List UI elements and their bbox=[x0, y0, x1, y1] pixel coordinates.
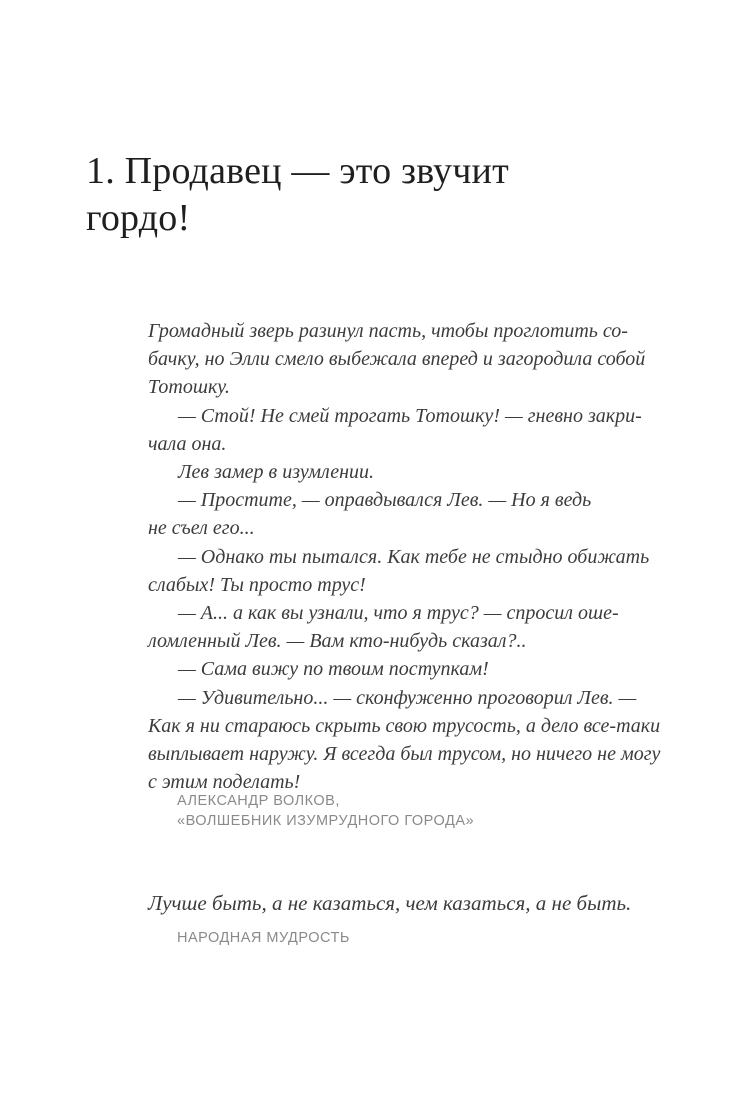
chapter-title-line: 1. Продавец — это звучит bbox=[86, 150, 509, 192]
epigraph-line: Лев замер в изумлении. bbox=[178, 461, 375, 484]
epigraph-line: Как я ни стараюсь скрыть свою трусость, а дело все-таки bbox=[148, 714, 661, 737]
epigraph-line: с этим поделать! bbox=[148, 771, 301, 794]
epigraph-line: ломленный Лев. — Вам кто-нибудь сказал?.. bbox=[148, 630, 527, 653]
epigraph-line: — Удивительно... — сконфуженно проговорил Лев. — bbox=[178, 686, 637, 709]
epigraph-line: чала она. bbox=[148, 432, 227, 455]
epigraph-attribution-source: «ВОЛШЕБНИК ИЗУМРУДНОГО ГОРОДА» bbox=[177, 812, 475, 829]
epigraph-line: Громадный зверь разинул пасть, чтобы проглотить со- bbox=[148, 320, 628, 342]
epigraph-line: — А... а как вы узнали, что я трус? — спросил оше- bbox=[178, 602, 619, 625]
epigraph-line: — Однако ты пытался. Как тебе не стыдно обижать bbox=[178, 545, 650, 568]
chapter-title bbox=[86, 148, 509, 242]
epigraph-line: слабых! Ты просто трус! bbox=[148, 573, 366, 596]
epigraph-attribution-author: АЛЕКСАНДР ВОЛКОВ, bbox=[177, 793, 340, 809]
epigraph-line: — Простите, — оправдывался Лев. — Но я ведь bbox=[178, 489, 592, 512]
epigraph-line: Тотошку. bbox=[148, 376, 230, 399]
epigraph-line: — Стой! Не смей трогать Тотошку! — гневно закри- bbox=[178, 404, 642, 427]
epigraph-attribution bbox=[177, 792, 474, 831]
epigraph-line: не съел его... bbox=[148, 517, 255, 540]
epigraph-line: выплывает наружу. Я всегда был трусом, но ничего не могу bbox=[148, 743, 661, 766]
proverb-text: Лучше быть, а не казаться, чем казаться, а не быть. bbox=[148, 891, 632, 915]
epigraph-quote bbox=[148, 317, 661, 796]
proverb-attribution: НАРОДНАЯ МУДРОСТЬ bbox=[177, 930, 350, 946]
epigraph-line: бачку, но Элли смело выбежала вперед и загородила собой bbox=[148, 348, 646, 371]
chapter-title-line: гордо! bbox=[86, 197, 191, 239]
epigraph-line: — Сама вижу по твоим поступкам! bbox=[178, 658, 489, 681]
